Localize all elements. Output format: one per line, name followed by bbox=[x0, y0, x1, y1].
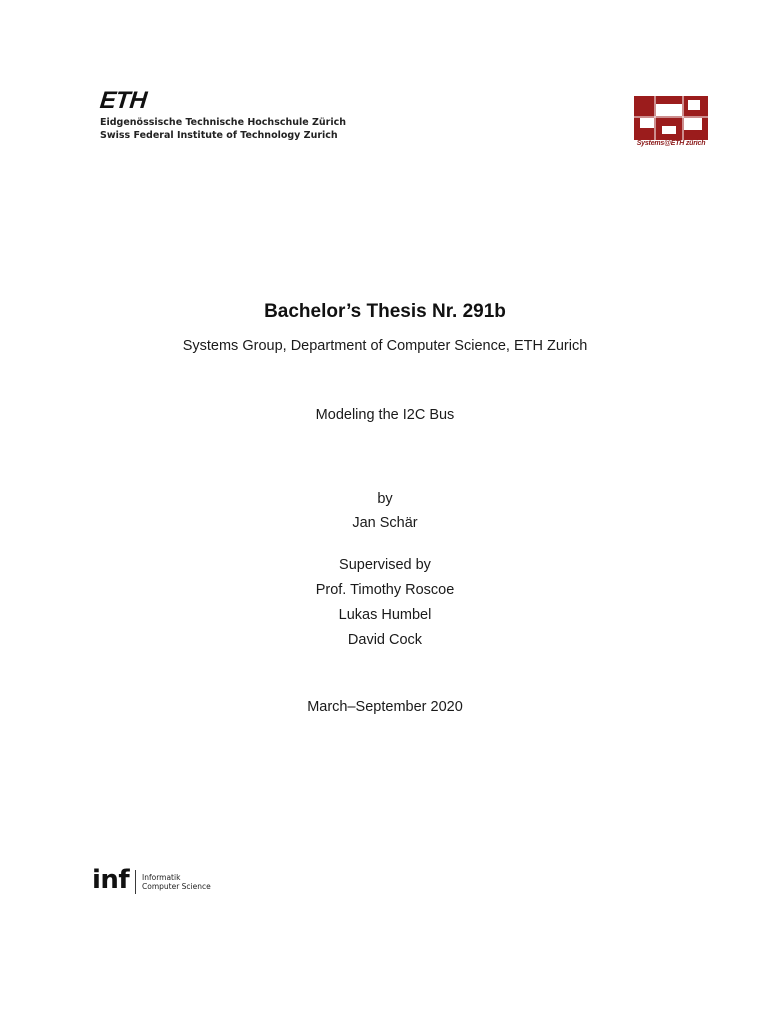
inf-divider bbox=[135, 870, 136, 894]
systems-group-logo bbox=[634, 96, 708, 152]
inf-label-computer-science: Computer Science bbox=[142, 882, 211, 891]
eth-name-english: Swiss Federal Institute of Technology Zurich bbox=[100, 130, 338, 141]
systems-logo-caption: Systems@ETH zürich bbox=[636, 140, 706, 147]
supervisor-name: Lukas Humbel bbox=[338, 607, 432, 623]
author-name: Jan Schär bbox=[352, 515, 418, 531]
eth-name-german: Eidgenössische Technische Hochschule Zürich bbox=[100, 117, 346, 128]
thesis-date: March–September 2020 bbox=[307, 699, 463, 715]
supervisor-name: David Cock bbox=[347, 632, 423, 648]
eth-logo bbox=[98, 87, 346, 142]
eth-wordmark: ETH bbox=[98, 87, 148, 114]
supervised-by-label: Supervised by bbox=[339, 557, 431, 573]
inf-wordmark: inf bbox=[92, 865, 130, 895]
by-label: by bbox=[377, 491, 393, 507]
thesis-title: Bachelor’s Thesis Nr. 291b bbox=[264, 301, 506, 322]
thesis-topic: Modeling the I2C Bus bbox=[315, 407, 455, 423]
inf-label-informatik: Informatik bbox=[142, 873, 181, 882]
supervisor-name: Prof. Timothy Roscoe bbox=[315, 582, 455, 598]
thesis-subtitle: Systems Group, Department of Computer Science, ETH Zurich bbox=[182, 338, 588, 354]
systems-logo-graphic bbox=[634, 96, 708, 140]
